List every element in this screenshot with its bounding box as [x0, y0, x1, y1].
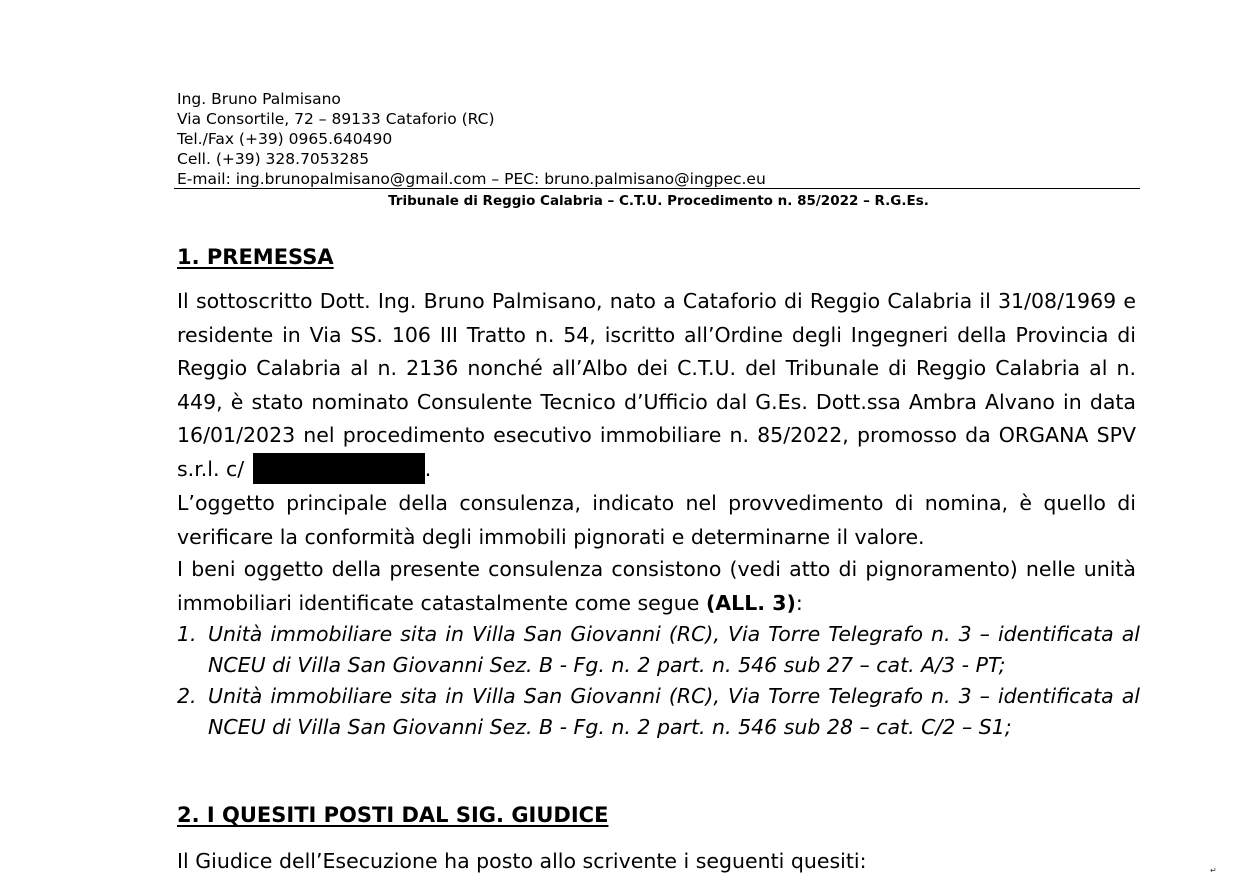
object-paragraph: L’oggetto principale della consulenza, indicato nel provvedimento di nomina, è quello di verificare la conformità degli immobili pignorati e determinarne il valore. [177, 491, 1136, 549]
annex-reference: (ALL. 3) [705, 590, 796, 615]
sender-name: Ing. Bruno Palmisano [177, 90, 341, 108]
list-item-text: Unità immobiliare sita in Villa San Giovanni (RC), Via Torre Telegrafo n. 3 – identificata al NCEU di Villa San Giovanni Sez. B - Fg. n. 2 part. n. 546 sub 28 – cat. C/2 – S1; [208, 684, 1140, 739]
redacted-block [253, 453, 425, 484]
section-2-heading: 2. I QUESITI POSTI DAL SIG. GIUDICE [177, 803, 609, 827]
list-item-number: 1. [177, 622, 197, 646]
premise-paragraph [177, 285, 1136, 486]
section-1-heading: 1. PREMESSA [177, 245, 334, 269]
premise-end: . [424, 456, 432, 481]
assets-end: : [795, 590, 803, 615]
sender-address: Via Consortile, 72 – 89133 Cataforio (RC) [177, 110, 495, 128]
premise-text: Il sottoscritto Dott. Ing. Bruno Palmisano, nato a Cataforio di Reggio Calabria il 31/08/1969 e residente in Via SS. 106 III Tratto n. 54, iscritto all’Ordine degli Ingegneri della Provincia di Reggio Calabria al n. 2136 nonché all’Albo dei C.T.U. del Tribunale di Reggio Calabria al n. 449, è stato nominato Consulente Tecnico d’Ufficio dal G.Es. Dott.ssa Ambra Alvano in data 16/01/2023 nel procedimento esecutivo immobiliare n. 85/2022, promosso da ORGANA SPV s.r.l. c/ [177, 289, 1136, 481]
questions-intro: Il Giudice dell’Esecuzione ha posto allo scrivente i seguenti quesiti: [177, 849, 867, 873]
letterhead [177, 89, 1140, 209]
list-item [177, 681, 1140, 743]
sender-mobile: Cell. (+39) 328.7053285 [177, 150, 370, 168]
list-item-text: Unità immobiliare sita in Villa San Giovanni (RC), Via Torre Telegrafo n. 3 – identificata al NCEU di Villa San Giovanni Sez. B - Fg. n. 2 part. n. 546 sub 27 – cat. A/3 - PT; [208, 622, 1140, 677]
assets-text: I beni oggetto della presente consulenza consistono (vedi atto di pignoramento) nelle unità immobiliari identificate catastalmente come segue [177, 557, 1136, 615]
list-item [177, 619, 1140, 681]
assets-paragraph [177, 553, 1136, 620]
header-divider [174, 188, 1140, 189]
sender-email: E-mail: ing.brunopalmisano@gmail.com – PEC: bruno.palmisano@ingpec.eu [177, 170, 766, 188]
page-edge-mark: ↵ [1210, 866, 1217, 875]
sender-phone: Tel./Fax (+39) 0965.640490 [177, 130, 393, 148]
tribunal-reference: Tribunale di Reggio Calabria – C.T.U. Procedimento n. 85/2022 – R.G.Es. [388, 193, 929, 209]
list-item-number: 2. [177, 684, 197, 708]
